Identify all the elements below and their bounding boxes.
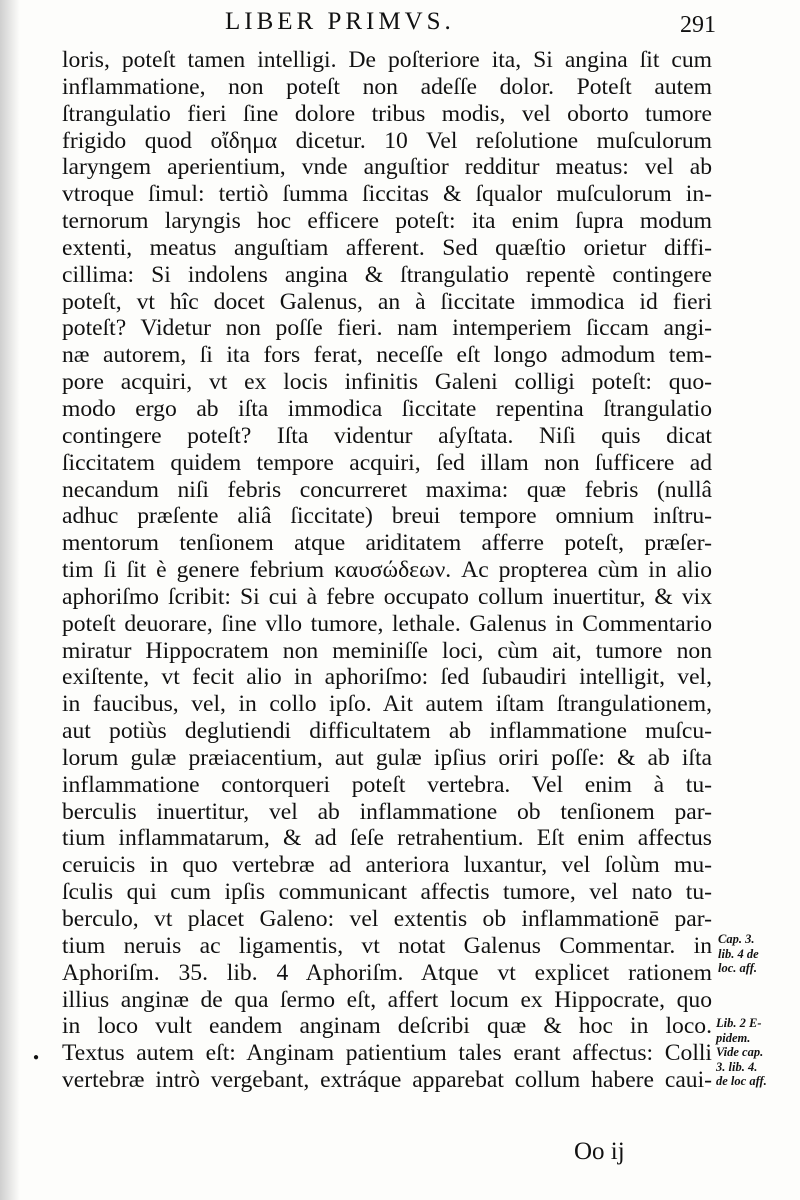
text-line: necandum niſi febris concurreret maxima: quæ febris (nullâ (62, 476, 712, 503)
text-line: extenti, meatus anguſtiam afferent. Sed quæſtio orietur diffi- (62, 234, 712, 261)
text-line: frigido quod οἴδημα dicetur. 10 Vel reſolutione muſculorum (62, 127, 712, 154)
text-line: exiſtente, vt fecit alio in aphoriſmo: ſed ſubaudiri intelligit, vel, (62, 664, 712, 691)
text-line: illius anginæ de qua ſermo eſt, affert locum ex Hippocrate, quo (62, 986, 712, 1013)
margin-note-line: lib. 4 de (718, 946, 759, 961)
text-line: contingere poteſt? Iſta videntur aſyſtata. Niſi quis dicat (62, 422, 712, 449)
text-line: ternorum laryngis hoc efficere poteſt: ita enim ſupra modum (62, 208, 712, 235)
text-line: tium inflammatarum, & ad ſeſe retrahentium. Eſt enim affectus (62, 825, 712, 852)
margin-note-line: Vide cap. (716, 1045, 764, 1059)
text-line: vertebræ intrò vergebant, extráque apparebat collum habere caui- (62, 1067, 712, 1094)
text-line: modo ergo ab iſta immodica ſiccitate repentina ſtrangulatio (62, 395, 712, 422)
text-line: tim ſi ſit è genere febrium καυσώδεων. Ac propterea cùm in alio (62, 557, 712, 584)
text-line: ſculis qui cum ipſis communicant affectis tumore, vel nato tu- (62, 879, 712, 906)
text-line: Textus autem eſt: Anginam patientium tales erant affectus: Colli (62, 1040, 712, 1067)
text-line: pore acquiri, vt ex locis infinitis Galeni colligi poteſt: quo- (62, 369, 712, 396)
text-line: ſtrangulatio fieri ſine dolore tribus modis, vel oborto tumore (62, 100, 712, 127)
text-line: ſiccitatem quidem tempore acquiri, ſed illam non ſufficere ad (62, 449, 712, 476)
body-text (62, 47, 712, 1094)
margin-note-1 (718, 932, 759, 976)
margin-note-line: de loc aff. (716, 1074, 767, 1088)
text-line: cillima: Si indolens angina & ſtrangulatio repentè contingere (62, 261, 712, 288)
text-line: vtroque ſimul: tertiò ſumma ſiccitas & ſqualor muſculorum in- (62, 181, 712, 208)
text-line: loris, poteſt tamen intelligi. De poſteriore ita, Si angina ſit cum (62, 47, 712, 73)
text-line: mentorum tenſionem atque ariditatem afferre poteſt, præſer- (62, 530, 712, 557)
running-title: LIBER PRIMVS. (225, 8, 455, 35)
page-number: 291 (680, 12, 716, 38)
text-line: in loco vult eandem anginam deſcribi quæ & hoc in loco. (62, 1013, 712, 1040)
catchword: Oo ij (574, 1138, 625, 1165)
margin-note-line: pidem. (716, 1030, 751, 1045)
text-line: in faucibus, vel, in collo ipſo. Ait autem iſtam ſtrangulationem, (62, 691, 712, 718)
text-line: lorum gulæ præiacentium, aut gulæ ipſius oriri poſſe: & ab iſta (62, 744, 712, 771)
margin-note-line: loc. aff. (718, 961, 757, 975)
margin-note-line: 3. lib. 4. (716, 1059, 758, 1074)
text-line: aphoriſmo ſcribit: Si cui à febre occupato collum inuertitur, & vix (62, 583, 712, 610)
text-line: Aphoriſm. 35. lib. 4 Aphoriſm. Atque vt explicet rationem (62, 959, 712, 986)
margin-note-2 (716, 1016, 767, 1089)
margin-note-line: Cap. 3. (718, 932, 755, 946)
text-line: berculis inuertitur, vel ab inflammatione ob tenſionem par- (62, 798, 712, 825)
text-line: adhuc præſente aliâ ſiccitate) breui tempore omnium inſtru- (62, 503, 712, 530)
text-line: poteſt deuorare, ſine vllo tumore, lethale. Galenus in Commentario (62, 610, 712, 637)
text-line: miratur Hippocratem non meminiſſe loci, cùm ait, tumore non (62, 637, 712, 664)
gutter-shadow (0, 0, 20, 1200)
text-line: ceruicis in quo vertebræ ad anteriora luxantur, vel ſolùm mu- (62, 852, 712, 879)
text-line: berculo, vt placet Galeno: vel extentis ob inflammationē par- (62, 906, 712, 932)
text-line: inflammatione, non poteſt non adeſſe dolor. Poteſt autem (62, 73, 712, 100)
text-line: næ autorem, ſi ita fors ferat, neceſſe eſt longo admodum tem- (62, 342, 712, 369)
margin-bullet: ● (33, 1052, 40, 1063)
text-line: poteſt, vt hîc docet Galenus, an à ſiccitate immodica id fieri (62, 288, 712, 315)
text-line: aut potiùs deglutiendi difficultatem ab inflammatione muſcu- (62, 718, 712, 745)
text-line: tium neruis ac ligamentis, vt notat Galenus Commentar. in (62, 932, 712, 959)
text-line: poteſt? Videtur non poſſe fieri. nam intemperiem ſiccam angi- (62, 315, 712, 342)
text-line: laryngem aperientium, vnde anguſtior redditur meatus: vel ab (62, 154, 712, 181)
text-line: inflammatione contorqueri poteſt vertebra. Vel enim à tu- (62, 771, 712, 798)
margin-note-line: Lib. 2 E- (716, 1016, 762, 1030)
